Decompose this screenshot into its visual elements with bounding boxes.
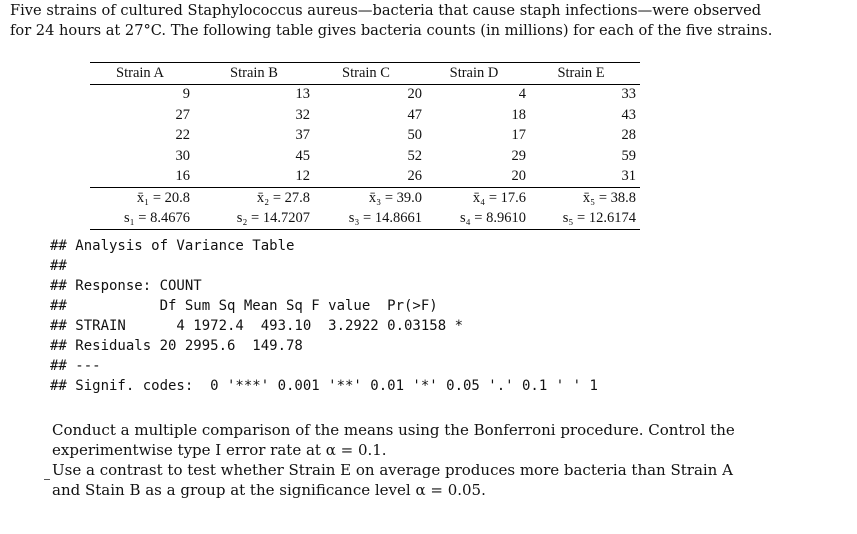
table-cell: 50 — [407, 127, 422, 144]
table-cell: 16 — [175, 168, 190, 185]
anova-line: ## Signif. codes: 0 '***' 0.001 '**' 0.01 '*' 0.05 '.' 0.1 ' ' 1 — [50, 378, 598, 394]
anova-line: ## STRAIN 4 1972.4 493.10 3.2922 0.03158 * — [50, 318, 464, 334]
sd-strain-a: s₁ = 8.4676 — [90, 209, 198, 230]
bacteria-counts-table — [90, 62, 640, 230]
table-cell: 33 — [621, 86, 636, 103]
sd-strain-b: s₂ = 14.7207 — [198, 209, 310, 230]
question-contrast: Use a contrast to test whether Strain E on average produces more bacteria than Strain A and Stain B as a group at the significance level α = 0.05. — [52, 461, 733, 499]
table-cell: 12 — [295, 168, 310, 185]
sample-mean-row — [90, 188, 640, 209]
table-header-row — [90, 63, 640, 85]
header-strain-e: Strain E — [557, 64, 605, 81]
sd-strain-c: s₃ = 14.8661 — [310, 209, 422, 230]
header-strain-b: Strain B — [230, 64, 278, 81]
table-row — [90, 167, 640, 188]
header-strain-a: Strain A — [116, 64, 164, 81]
table-cell: 47 — [407, 106, 422, 123]
table-cell: 22 — [175, 127, 190, 144]
table-cell: 43 — [621, 106, 636, 123]
table-cell: 20 — [511, 168, 526, 185]
problem-intro — [10, 1, 850, 41]
table-cell: 30 — [175, 147, 190, 164]
table-cell: 20 — [407, 86, 422, 103]
sd-strain-d: s₄ = 8.9610 — [422, 209, 526, 230]
anova-output — [50, 236, 598, 396]
anova-line: ## Response: COUNT — [50, 278, 202, 294]
anova-line: ## --- — [50, 358, 101, 374]
question-bonferroni: Conduct a multiple comparison of the means using the Bonferroni procedure. Control the experimentwise type I error rate at α = 0.1. — [52, 421, 735, 459]
table-cell: 52 — [407, 147, 422, 164]
anova-line: ## Df Sum Sq Mean Sq F value Pr(>F) — [50, 298, 438, 314]
anova-line: ## Analysis of Variance Table — [50, 238, 295, 254]
table-row — [90, 126, 640, 147]
mean-strain-a: x̄₁ = 20.8 — [90, 188, 198, 209]
table-cell: 18 — [511, 106, 526, 123]
mean-strain-d: x̄₄ = 17.6 — [422, 188, 526, 209]
mean-strain-e: x̄₅ = 38.8 — [526, 188, 640, 209]
intro-line-2: for 24 hours at 27°C. The following table gives bacteria counts (in millions) for each of the five strains. — [10, 22, 773, 39]
table-cell: 17 — [511, 127, 526, 144]
question-prompts — [52, 420, 752, 500]
table-cell: 13 — [295, 86, 310, 103]
table-row — [90, 84, 640, 105]
table-row — [90, 146, 640, 167]
table-cell: 9 — [182, 86, 190, 103]
sd-strain-e: s₅ = 12.6174 — [526, 209, 640, 230]
margin-mark — [44, 479, 50, 480]
intro-line-1: Five strains of cultured Staphylococcus aureus—bacteria that cause staph infections—were observed — [10, 2, 762, 19]
table-cell: 28 — [621, 127, 636, 144]
header-strain-c: Strain C — [342, 64, 390, 81]
table-cell: 31 — [621, 168, 636, 185]
table-cell: 45 — [295, 147, 310, 164]
table-cell: 59 — [621, 147, 636, 164]
mean-strain-c: x̄₃ = 39.0 — [310, 188, 422, 209]
table-cell: 29 — [511, 147, 526, 164]
table-row — [90, 105, 640, 126]
table-cell: 26 — [407, 168, 422, 185]
anova-line: ## — [50, 258, 67, 274]
table-cell: 4 — [518, 86, 526, 103]
table-cell: 27 — [175, 106, 190, 123]
table-cell: 37 — [295, 127, 310, 144]
sample-sd-row — [90, 209, 640, 230]
table-cell: 32 — [295, 106, 310, 123]
mean-strain-b: x̄₂ = 27.8 — [198, 188, 310, 209]
anova-line: ## Residuals 20 2995.6 149.78 — [50, 338, 303, 354]
header-strain-d: Strain D — [449, 64, 499, 81]
